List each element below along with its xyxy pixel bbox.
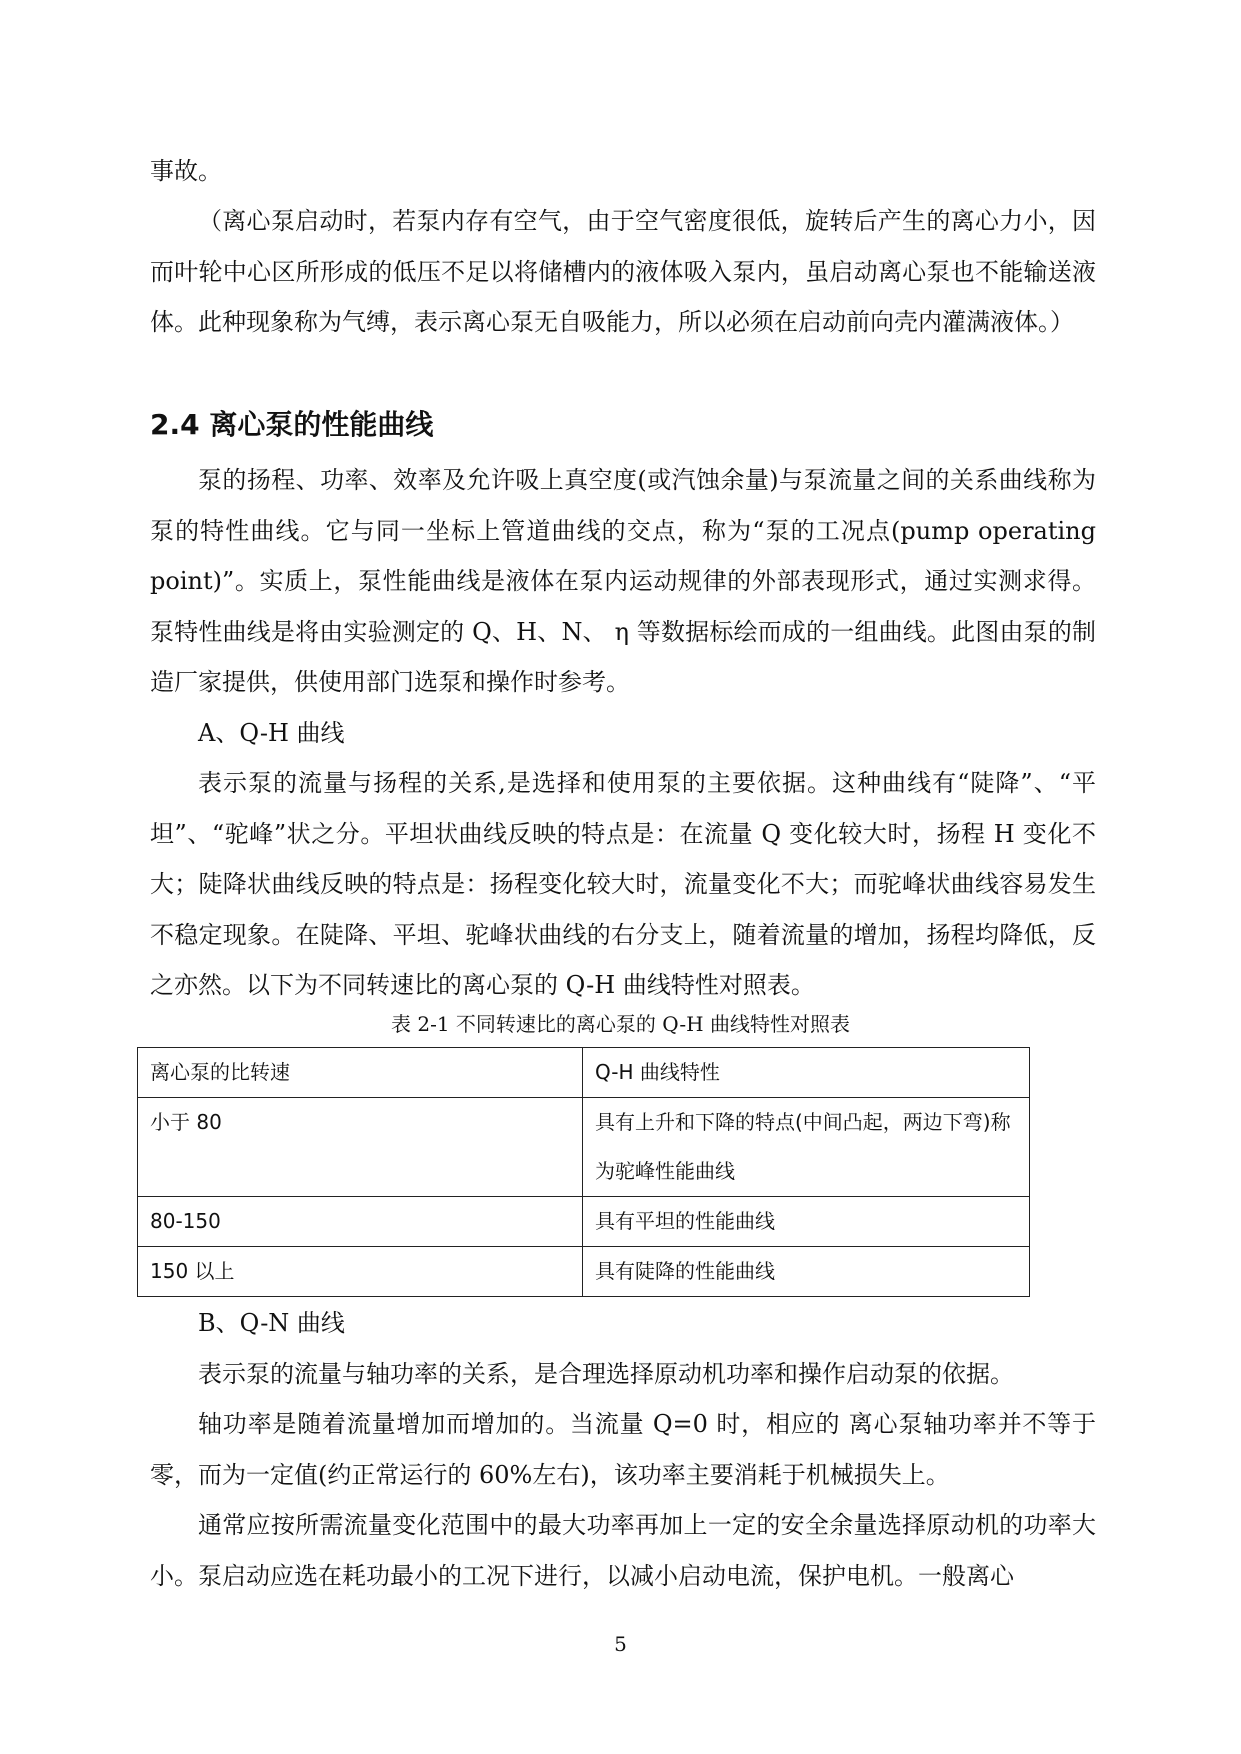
paragraph-accident-end: 事故。 — [150, 157, 222, 185]
table-row — [138, 1197, 1030, 1247]
paragraph-shaft-power: 轴功率是随着流量增加而增加的。当流量 Q=0 时，相应的 离心泵轴功率并不等于零，而为一定值(约正常运行的 60%左右)，该功率主要消耗于机械损失上。 — [150, 1410, 1096, 1489]
table-header-row — [138, 1048, 1030, 1098]
paragraph-qh-description: 表示泵的流量与扬程的关系,是选择和使用泵的主要依据。这种曲线有“陡降”、“平坦”、“驼峰”状之分。平坦状曲线反映的特点是：在流量 Q 变化较大时，扬程 H 变化不大；陡降状曲线反映的特点是：扬程变化较大时，流量变化不大；而驼峰状曲线容易发生不稳定现象。在陡降、平坦、驼峰状曲线的右分支上，随着流量的增加，扬程均降低，反之亦然。以下为不同转速比的离心泵的 Q-H 曲线特性对照表。 — [150, 769, 1096, 999]
table-caption: 表 2-1 不同转速比的离心泵的 Q-H 曲线特性对照表 — [391, 1012, 850, 1036]
paragraph-qn-description: 表示泵的流量与轴功率的关系，是合理选择原动机功率和操作启动泵的依据。 — [198, 1360, 1014, 1388]
paragraph-characteristic-curves: 泵的扬程、功率、效率及允许吸上真空度(或汽蚀余量)与泵流量之间的关系曲线称为泵的特性曲线。它与同一坐标上管道曲线的交点，称为“泵的工况点(pump operating point)”。实质上，泵性能曲线是液体在泵内运动规律的外部表现形式，通过实测求得。泵特性曲线是将由实验测定的 Q、H、N、 η 等数据标绘而成的一组曲线。此图由泵的制造厂家提供，供使用部门选泵和操作时参考。 — [150, 466, 1096, 696]
paragraph-motor-selection: 通常应按所需流量变化范围中的最大功率再加上一定的安全余量选择原动机的功率大小。泵启动应选在耗功最小的工况下进行，以减小启动电流，保护电机。一般离心 — [150, 1511, 1096, 1590]
table-cell: 小于 80 — [138, 1098, 583, 1197]
subheading-qn-curve: B、Q-N 曲线 — [198, 1309, 345, 1337]
table-header-cell: 离心泵的比转速 — [138, 1048, 583, 1098]
table-cell: 具有陡降的性能曲线 — [583, 1247, 1030, 1297]
page-number: 5 — [614, 1632, 627, 1656]
table-row — [138, 1247, 1030, 1297]
table-cell: 80-150 — [138, 1197, 583, 1247]
subheading-qh-curve: A、Q-H 曲线 — [198, 719, 345, 747]
table-cell: 具有平坦的性能曲线 — [583, 1197, 1030, 1247]
table-row — [138, 1098, 1030, 1197]
qh-characteristics-table — [137, 1047, 1030, 1297]
table-cell: 具有上升和下降的特点(中间凸起，两边下弯)称为驼峰性能曲线 — [583, 1098, 1030, 1197]
table-cell: 150 以上 — [138, 1247, 583, 1297]
table-header-cell: Q-H 曲线特性 — [583, 1048, 1030, 1098]
paragraph-air-binding: （离心泵启动时，若泵内存有空气，由于空气密度很低，旋转后产生的离心力小，因而叶轮中心区所形成的低压不足以将储槽内的液体吸入泵内，虽启动离心泵也不能输送液体。此种现象称为气缚，表示离心泵无自吸能力，所以必须在启动前向壳内灌满液体。） — [150, 207, 1096, 336]
section-heading: 2.4 离心泵的性能曲线 — [150, 408, 434, 441]
